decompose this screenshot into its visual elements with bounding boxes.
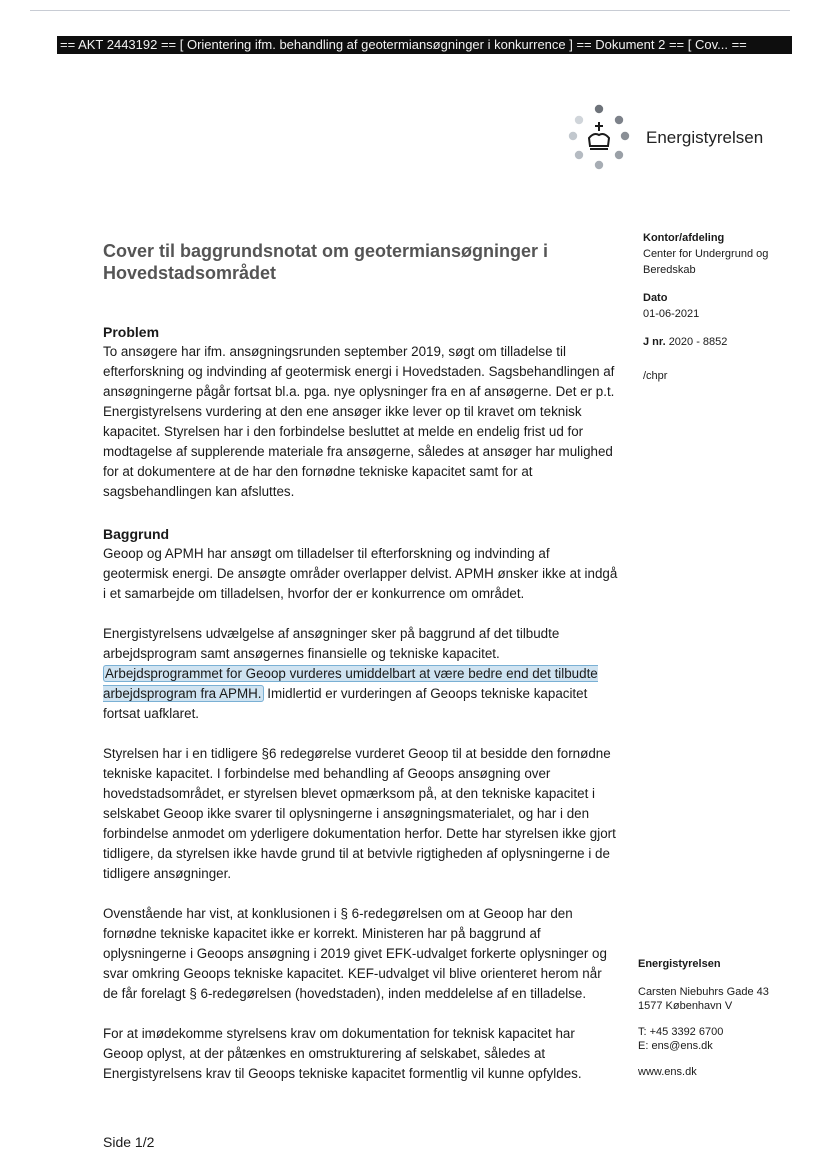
section-heading-problem: Problem — [103, 324, 160, 340]
contact-city: 1577 København V — [638, 1000, 733, 1012]
contact-email: E: ens@ens.dk — [638, 1040, 713, 1052]
author-initials: /chpr — [643, 370, 668, 382]
document-banner: == AKT 2443192 == [ Orientering ifm. behandling af geotermiansøgninger i konkurrence ] == Dokument 2 == [ Cov... == — [57, 36, 792, 54]
date-label: Dato — [643, 292, 668, 304]
problem-paragraph: To ansøgere har ifm. ansøgningsrunden september 2019, søgt om tilladelse til efterforskning og indvinding af geotermisk energi i Hovedstaden. Sagsbehandlingen af ansøgningerne pågår fortsat bl.a. pga. nye oplysninger fra en af ansøgerne. Det er p.t. Energistyrelsens vurdering at den ene ansøger ikke lever op til kravet om teknisk kapacitet. Styrelsen har i den forbindelse besluttet at melde en endelig frist ud for modtagelse af supplerende materiale fra ansøgerne, således at ansøger har mulighed for at dokumentere at de har den fornødne tekniske kapacitet samt for at sagsbehandlingen kan afsluttes. — [103, 344, 615, 499]
date-value: 01-06-2021 — [643, 308, 700, 320]
document-title: Cover til baggrundsnotat om geotermiansøgninger i Hovedstadsområdet — [103, 241, 549, 283]
baggrund-paragraph-1: Geoop og APMH har ansøgt om tilladelser til efterforskning og indvinding af geotermisk energi. De ansøgte områder overlapper delvist. APMH ønsker ikke at indgå i et samarbejde om tilladelsen, hvorfor der er konkurrence om området. — [103, 546, 618, 601]
crown-logo-icon — [564, 102, 634, 172]
scan-edge-line — [30, 10, 790, 11]
document-metadata — [643, 230, 813, 384]
document-body — [103, 322, 618, 1084]
page-number: Side 1/2 — [103, 1134, 155, 1150]
baggrund-paragraph-3: Styrelsen har i en tidligere §6 redegørelse vurderet Geoop til at besidde den fornødne tekniske kapacitet. I forbindelse med behandling af Geoops ansøgning over hovedstadsområdet, er styrelsen blevet opmærksom på, at den tekniske kapacitet i selskabet Geoop ikke svarer til oplysningerne i ansøgningsmaterialet, og har i den forbindelse anmodet om yderligere dokumentation herfor. Dette har styrelsen ikke gjort tidligere, da styrelsen ikke havde grund til at betvivle rigtigheden af oplysningerne i de tidligere ansøgninger. — [103, 746, 616, 881]
baggrund-paragraph-4: Ovenstående har vist, at konklusionen i § 6-redegørelsen om at Geoop har den fornødne tekniske kapacitet ikke er korrekt. Ministeren har på baggrund af oplysningerne i Geoops ansøgning i 2019 givet EFK-udvalget forkerte oplysninger og svar omkring Geoops tekniske kapacitet. KEF-udvalget vil blive orienteret herom når de får forelagt § 6-redegørelsen (hovedstaden), inden meddelelse af en tilladelse. — [103, 906, 607, 1001]
baggrund-paragraph-5: For at imødekomme styrelsens krav om dokumentation for teknisk kapacitet har Geoop oplyst, at der påtænkes en omstrukturering af selskabet, således at Energistyrelsens krav til Geoops tekniske kapacitet formentlig vil kunne opfyldes. — [103, 1026, 582, 1081]
contact-block — [638, 957, 818, 1079]
contact-website: www.ens.dk — [638, 1066, 697, 1078]
department-label: Kontor/afdeling — [643, 232, 725, 244]
contact-street: Carsten Niebuhrs Gade 43 — [638, 986, 769, 998]
highlighted-text: Arbejdsprogrammet for Geoop vurderes umiddelbart at være bedre end det tilbudte arbejdsprogram fra APMH. — [103, 666, 598, 701]
baggrund-paragraph-2 — [103, 624, 618, 724]
logo-wordmark: Energistyrelsen — [646, 128, 764, 147]
journal-number-label: J nr. — [643, 336, 666, 348]
paragraph-2-intro: Energistyrelsens udvælgelse af ansøgninger sker på baggrund af det tilbudte arbejdsprogram samt ansøgernes finansielle og tekniske kapacitet. — [103, 626, 560, 661]
section-heading-baggrund: Baggrund — [103, 526, 170, 542]
department-value: Center for Undergrund og Beredskab — [643, 248, 769, 276]
journal-number-value: 2020 - 8852 — [668, 336, 728, 348]
journal-number — [643, 334, 813, 350]
paragraph-2-conclusion: Imidlertid er vurderingen af Geoops tekniske kapacitet fortsat uafklaret. — [103, 686, 588, 721]
contact-org-name: Energistyrelsen — [638, 958, 721, 970]
contact-phone: T: +45 3392 6700 — [638, 1026, 724, 1038]
